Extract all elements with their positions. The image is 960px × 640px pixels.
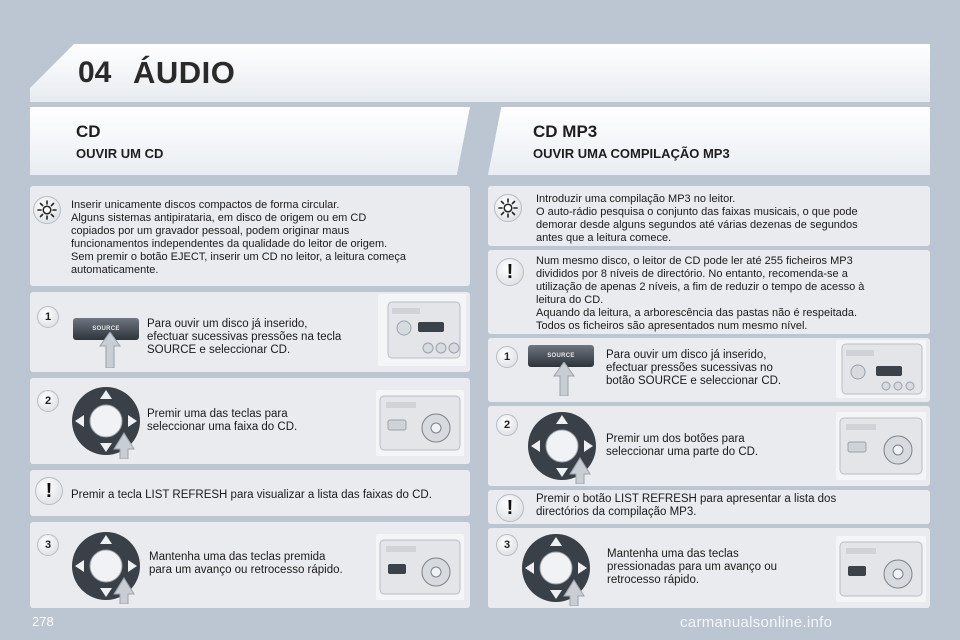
directional-pad-icon (70, 383, 142, 464)
right-note-text: Premir o botão LIST REFRESH para apresentar a lista dos directórios da compilação MP3. (536, 493, 837, 518)
watermark: carmanualsonline.info (680, 614, 833, 631)
sun-icon (33, 196, 61, 224)
left-step-2-text: Premir uma das teclas para seleccionar uma faixa do CD. (147, 408, 298, 433)
chapter-number: 04 (78, 56, 112, 89)
step-3-badge: 3 (496, 534, 518, 556)
right-step-1-text: Para ouvir um disco já inserido, efectuar pressões sucessivas no botão SOURCE e seleccionar CD. (606, 349, 782, 387)
directional-pad-icon (70, 528, 142, 609)
step-1-badge: 1 (37, 306, 59, 328)
directional-pad-icon (520, 530, 592, 611)
finger-pointer-icon (98, 332, 122, 373)
left-step-3-text: Mantenha uma das teclas premida para um avanço ou retrocesso rápido. (149, 551, 343, 576)
right-warning-text: Num mesmo disco, o leitor de CD pode ler até 255 ficheiros MP3 divididos por 8 níveis de directório. No entanto, recomenda-se a utilização de apenas 2 níveis, a fim de reduzir o tempo de acesso à leitura do CD. Aquando da leitura, a arborescência das pastas não é respeitada. Todos os ficheiros são apresentados num mesmo nível. (536, 255, 865, 332)
left-info-text: Inserir unicamente discos compactos de forma circular. Alguns sistemas antipirataria, em disco de origem ou em CD copiados por um gravador pessoal, podem originar maus funcionamentos independentes da qualidade do leitor de origem. Sem premir o botão EJECT, inserir um CD no leitor, a leitura começa automaticamente. (71, 199, 407, 276)
sun-icon (494, 194, 522, 222)
right-section-title: CD MP3 (533, 122, 598, 141)
step-2-badge: 2 (496, 414, 518, 436)
right-step-3-text: Mantenha uma das teclas pressionadas para um avanço ou retrocesso rápido. (607, 548, 778, 586)
warning-icon: ! (496, 494, 524, 522)
step-3-badge: 3 (37, 534, 59, 556)
left-step-1-text: Para ouvir um disco já inserido, efectuar sucessivas pressões na tecla SOURCE e seleccionar CD. (147, 318, 342, 356)
right-section-subtitle: OUVIR UMA COMPILAÇÃO MP3 (533, 146, 730, 161)
source-button: SOURCE (73, 318, 139, 340)
left-section-subtitle: OUVIR UM CD (76, 146, 164, 161)
left-section-title: CD (76, 122, 101, 141)
radio-unit-image (836, 412, 926, 480)
source-button: SOURCE (528, 345, 594, 367)
page-number: 278 (32, 614, 54, 629)
left-note-text: Premir a tecla LIST REFRESH para visualizar a lista das faixas do CD. (71, 489, 432, 501)
finger-pointer-icon (552, 362, 576, 401)
step-1-badge: 1 (496, 346, 518, 368)
chapter-title: ÁUDIO (133, 55, 236, 90)
right-step-2-text: Premir um dos botões para seleccionar uma parte do CD. (606, 433, 759, 458)
radio-unit-image (378, 294, 466, 366)
directional-pad-icon (526, 408, 598, 489)
warning-icon: ! (35, 477, 63, 505)
step-2-badge: 2 (37, 390, 59, 412)
radio-unit-image (836, 340, 926, 398)
warning-icon: ! (496, 258, 524, 286)
right-info-text: Introduzir uma compilação MP3 no leitor. O auto-rádio pesquisa o conjunto das faixas musicais, o que pode demorar desde alguns segundos até várias dezenas de segundos antes que a leitura comece. (536, 193, 858, 244)
radio-unit-image (376, 534, 464, 600)
radio-unit-image (836, 536, 926, 602)
radio-unit-image (376, 390, 464, 456)
